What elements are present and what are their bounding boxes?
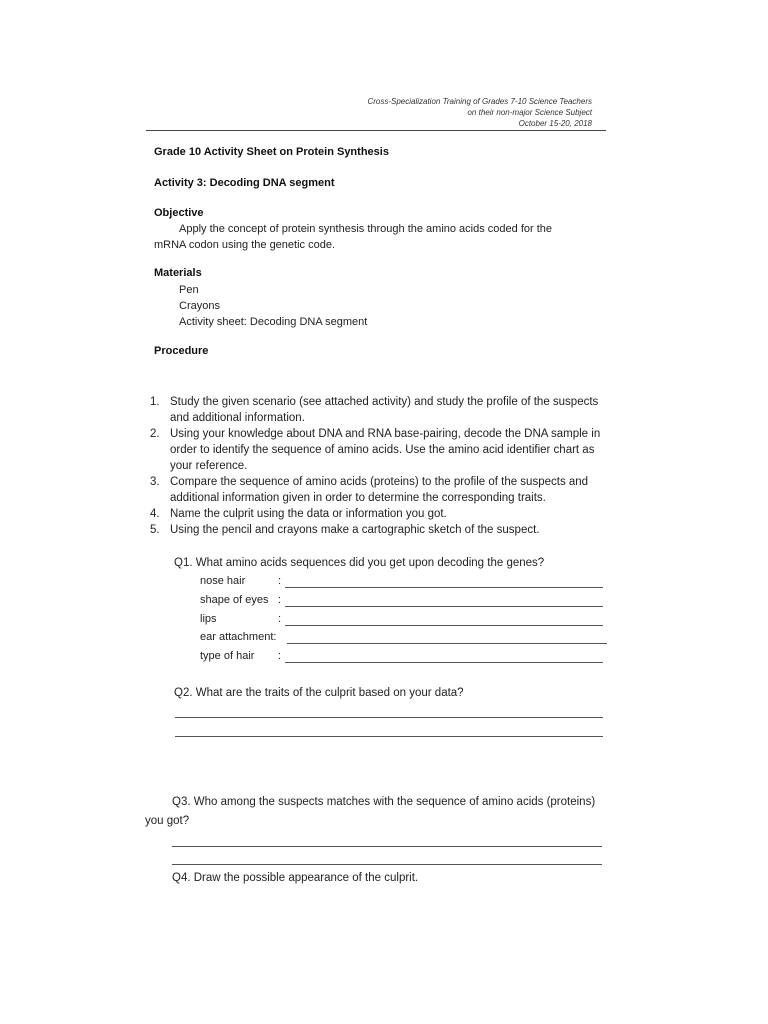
procedure-step-cont: order to identify the sequence of amino acids. Use the amino acid identifier chart as (170, 444, 595, 456)
header-line-1: Cross-Specialization Training of Grades 7-10 Science Teachers (367, 97, 592, 106)
procedure-step: 1. Study the given scenario (see attached activity) and study the profile of the suspects (150, 396, 599, 408)
field-label-shape-of-eyes: shape of eyes (200, 594, 269, 606)
field-colon: : (278, 613, 282, 625)
procedure-step: 2. Using your knowledge about DNA and RNA base-pairing, decode the DNA sample in (150, 428, 601, 440)
field-label-ear-attachment: ear attachment: (200, 631, 277, 643)
answer-line-q3[interactable] (172, 846, 602, 847)
header-line-2: on their non-major Science Subject (467, 108, 592, 117)
activity-title: Activity 3: Decoding DNA segment (154, 177, 335, 189)
answer-line-ear-attachment[interactable] (287, 643, 607, 644)
objective-line-1: Apply the concept of protein synthesis through the amino acids coded for the (179, 223, 553, 235)
materials-heading: Materials (154, 267, 202, 279)
answer-line-nose-hair[interactable] (285, 587, 603, 588)
answer-line-q2[interactable] (175, 717, 603, 718)
objective-line-2: mRNA codon using the genetic code. (154, 239, 336, 251)
question-2: Q2. What are the traits of the culprit based on your data? (174, 687, 464, 699)
answer-line-lips[interactable] (285, 625, 603, 626)
procedure-step: 4. Name the culprit using the data or information you got. (150, 508, 447, 520)
objective-heading: Objective (154, 207, 204, 219)
question-3-cont: you got? (145, 815, 190, 827)
procedure-step-cont: and additional information. (170, 412, 305, 424)
procedure-heading: Procedure (154, 345, 209, 357)
question-4: Q4. Draw the possible appearance of the culprit. (172, 872, 419, 884)
procedure-step-cont: your reference. (170, 460, 248, 472)
procedure-step: 5. Using the pencil and crayons make a cartographic sketch of the suspect. (150, 524, 540, 536)
answer-line-shape-of-eyes[interactable] (285, 606, 603, 607)
page-title: Grade 10 Activity Sheet on Protein Synthesis (154, 146, 389, 158)
answer-line-type-of-hair[interactable] (285, 662, 603, 663)
material-item: Crayons (179, 300, 220, 312)
material-item: Activity sheet: Decoding DNA segment (179, 316, 368, 328)
procedure-step: 3. Compare the sequence of amino acids (proteins) to the profile of the suspects and (150, 476, 589, 488)
field-colon: : (278, 594, 282, 606)
header-rule (146, 130, 606, 131)
field-label-type-of-hair: type of hair (200, 650, 255, 662)
answer-line-q2[interactable] (175, 736, 603, 737)
material-item: Pen (179, 284, 199, 296)
procedure-step-cont: additional information given in order to determine the corresponding traits. (170, 492, 546, 504)
question-3: Q3. Who among the suspects matches with the sequence of amino acids (proteins) (172, 796, 596, 808)
header-line-3: October 15-20, 2018 (518, 119, 592, 128)
field-colon: : (278, 575, 282, 587)
procedure-list (150, 394, 620, 538)
field-label-nose-hair: nose hair (200, 575, 246, 587)
field-label-lips: lips (200, 613, 217, 625)
answer-line-q3[interactable] (172, 864, 602, 865)
field-colon: : (278, 650, 282, 662)
question-1: Q1. What amino acids sequences did you get upon decoding the genes? (174, 557, 545, 569)
